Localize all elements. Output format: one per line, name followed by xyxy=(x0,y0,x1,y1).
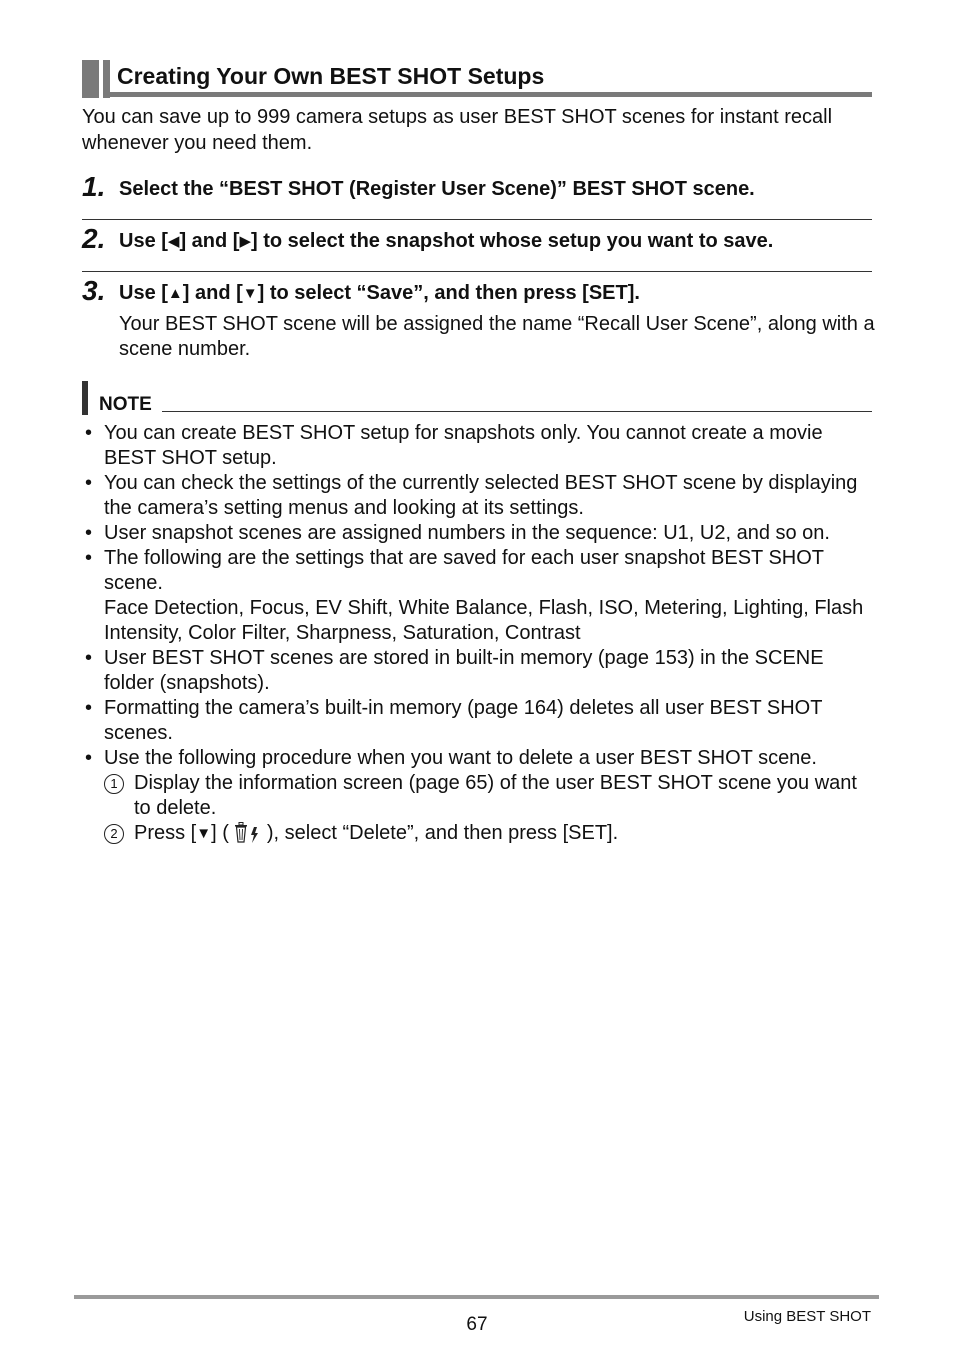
section-title: Creating Your Own BEST SHOT Setups xyxy=(117,63,545,89)
step-divider xyxy=(82,271,872,272)
step-divider xyxy=(82,219,872,220)
note-item: • You can create BEST SHOT setup for snapshots only. You cannot create a movie BEST SHOT setup. xyxy=(85,422,823,469)
step-3 xyxy=(82,275,875,366)
step-number: 1. xyxy=(82,171,106,202)
trash-flash-icon xyxy=(233,821,263,850)
saved-settings-list: Face Detection, Focus, EV Shift, White Balance, Flash, ISO, Metering, Lighting, Flash Intensity, Color Filter, Sharpness, Saturation, Contrast xyxy=(104,597,864,644)
down-triangle-icon: ▼ xyxy=(196,825,212,842)
note-item: • Formatting the camera’s built-in memory (page 164) deletes all user BEST SHOT scenes. xyxy=(85,697,823,744)
step-text: Select the “BEST SHOT (Register User Scene)” BEST SHOT scene. xyxy=(119,178,755,200)
step-number: 3. xyxy=(82,275,106,306)
heading-rule xyxy=(106,92,872,97)
note-label: NOTE xyxy=(99,394,152,415)
note-item: • User snapshot scenes are assigned numbers in the sequence: U1, U2, and so on. xyxy=(85,522,830,544)
note-rule xyxy=(162,411,872,412)
footer-section-title: Using BEST SHOT xyxy=(743,1308,871,1325)
note-item: • You can check the settings of the currently selected BEST SHOT scene by displaying the camera’s setting menus and looking at its settings. xyxy=(85,472,858,519)
footer-rule xyxy=(74,1295,879,1299)
step-number: 2. xyxy=(82,223,106,254)
note-list xyxy=(82,421,872,850)
right-triangle-icon: ▶ xyxy=(239,233,251,250)
left-triangle-icon: ◀ xyxy=(167,233,180,250)
circled-number: 1 xyxy=(104,774,124,794)
step-description: Your BEST SHOT scene will be assigned the name “Recall User Scene”, along with a scene number. xyxy=(119,313,875,360)
note-item: • The following are the settings that are saved for each user snapshot BEST SHOT scene. Face Detection, Focus, EV Shift, White Balance, Flash, ISO, Metering, Lighting, Flash Intensity, Color Filter, Sharpness, Saturation, Contrast xyxy=(82,546,872,646)
note-bar xyxy=(82,381,88,415)
note-item: • User BEST SHOT scenes are stored in built-in memory (page 153) in the SCENE folder (snapshots). xyxy=(85,647,824,694)
circled-number: 2 xyxy=(104,824,124,844)
page-number: 67 xyxy=(466,1314,488,1335)
note-item: • Use the following procedure when you want to delete a user BEST SHOT scene. 1 Display the information screen (page 65) of the user BEST SHOT scene you want to delete. 2 Press [▼] ( ), select “Delete”, and then press [SET]. xyxy=(82,746,872,850)
section-heading xyxy=(82,58,872,98)
down-triangle-icon: ▼ xyxy=(242,285,258,302)
delete-substep-1: 1 Display the information screen (page 65) of the user BEST SHOT scene you want to delete. xyxy=(104,771,872,821)
step-text: Use [◀] and [▶] to select the snapshot whose setup you want to save. xyxy=(119,230,774,252)
step-2 xyxy=(82,224,872,272)
step-text: Use [▲] and [▼] to select “Save”, and then press [SET]. xyxy=(119,282,640,304)
intro-paragraph: You can save up to 999 camera setups as user BEST SHOT scenes for instant recall whenever you need them. xyxy=(82,106,833,154)
up-triangle-icon: ▲ xyxy=(167,285,183,302)
delete-substep-2: 2 Press [▼] ( ), select “Delete”, and then press [SET]. xyxy=(104,821,872,850)
step-1 xyxy=(82,172,872,220)
